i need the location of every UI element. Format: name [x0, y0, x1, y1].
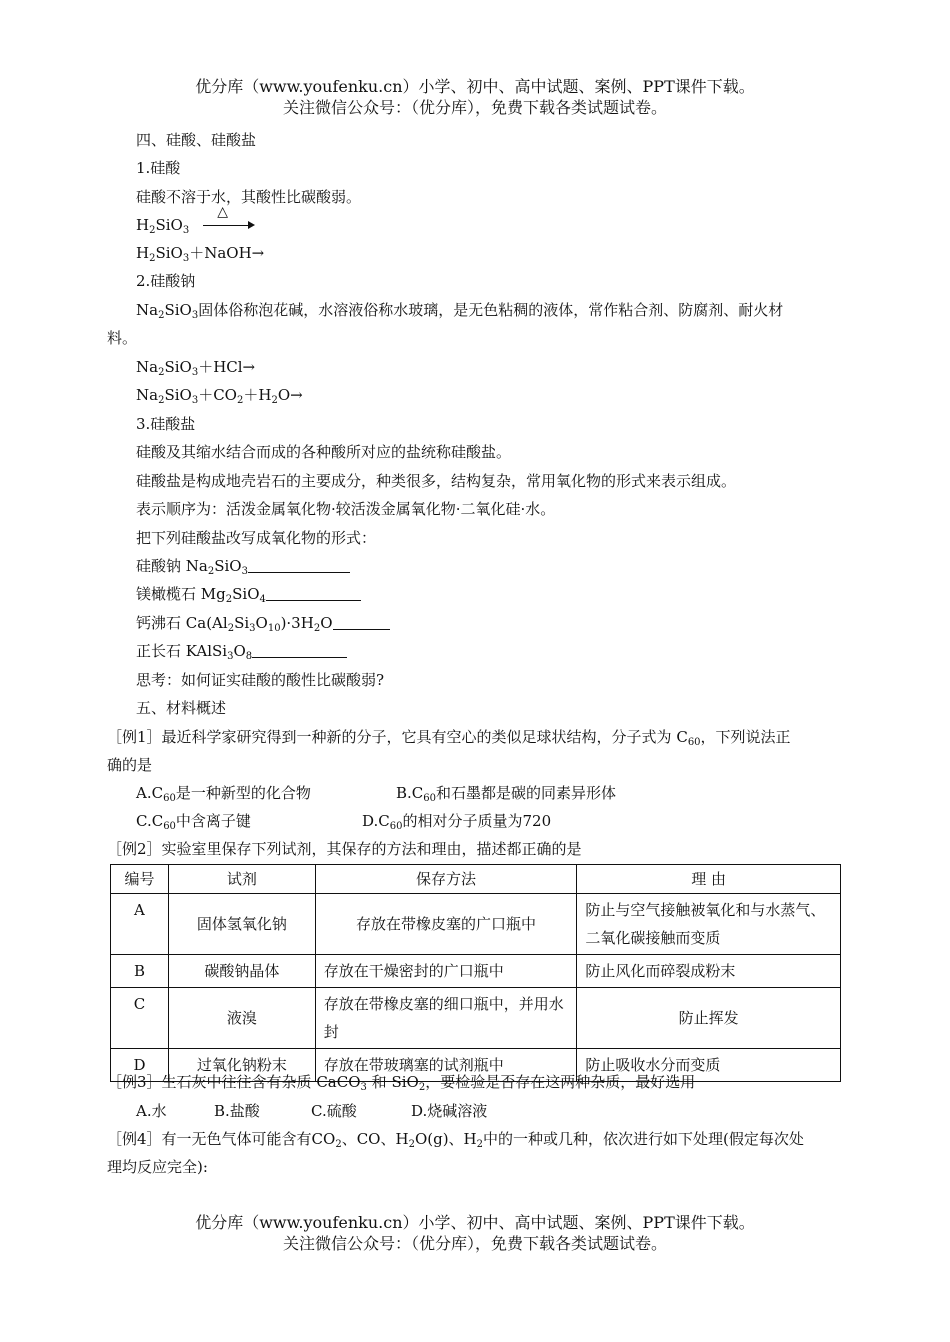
header-id: 编号: [111, 865, 169, 894]
equation-co2: $Na_2SiO_3+CO_2+H_2O\to$: [136, 386, 303, 406]
equation-heat: $H_2SiO_3$ △: [136, 215, 253, 236]
sodium-silicate-desc-cont: 料。: [107, 329, 138, 347]
row-method: 存放在干燥密封的广口瓶中: [315, 955, 577, 988]
table-header-row: [111, 865, 841, 894]
equation-naoh: $H_2SiO_3+NaOH\to$: [136, 244, 265, 264]
header-line-2: 关注微信公众号：（优分库），免费下载各类试题试卷。: [282, 98, 667, 117]
answer-blank[interactable]: [266, 586, 361, 601]
think-question: 思考：如何证实硅酸的酸性比碳酸弱?: [136, 671, 385, 689]
mineral-orthoclase: 正长石 $KAlSi_3O_8$: [136, 641, 347, 661]
table-row: [111, 894, 841, 955]
ex3-option-b[interactable]: B.盐酸: [214, 1102, 260, 1120]
row-reason: 防止吸收水分而变质: [577, 1049, 841, 1082]
footer-line-2: 关注微信公众号：（优分库），免费下载各类试题试卷。: [282, 1234, 667, 1253]
sodium-silicate-desc: $Na_2SiO_3$固体俗称泡花碱，水溶液俗称水玻璃，是无色粘稠的液体，常作粘合剂、防腐剂、耐火材: [136, 301, 784, 321]
row-id: D: [111, 1049, 169, 1082]
row-id: A: [111, 894, 169, 955]
row-reagent: 固体氢氧化钠: [168, 894, 315, 955]
answer-blank[interactable]: [252, 643, 347, 658]
subsection-sodium-silicate: 2.硅酸钠: [136, 272, 196, 290]
mineral-sodium-silicate: 硅酸钠 $Na_2SiO_3$: [136, 556, 350, 576]
oxide-order: 表示顺序为：活泼金属氧化物·较活泼金属氧化物·二氧化硅·水。: [136, 500, 556, 518]
heat-arrow-icon: △: [203, 216, 253, 236]
ex3-option-c[interactable]: C.硫酸: [311, 1102, 357, 1120]
row-reagent: 碳酸钠晶体: [168, 955, 315, 988]
section-4-title: 四、硅酸、硅酸盐: [136, 131, 257, 149]
row-reagent: 过氧化钠粉末: [168, 1049, 315, 1082]
answer-blank[interactable]: [333, 615, 390, 630]
example-1-question-cont: 确的是: [107, 756, 153, 774]
row-method: 存放在带橡皮塞的细口瓶中，并用水封: [315, 988, 577, 1049]
header-method: 保存方法: [315, 865, 577, 894]
equation-hcl: $Na_2SiO_3+HCl\to$: [136, 358, 256, 378]
silicate-composition: 硅酸盐是构成地壳岩石的主要成分，种类很多，结构复杂，常用氧化物的形式来表示组成。: [136, 472, 737, 490]
option-a[interactable]: $A.C_{60}$是一种新型的化合物: [136, 784, 311, 804]
example-4-question: ［例4］有一无色气体可能含有$CO_2$、CO、$H_2O(g)$、$H_2$中的一种或几种，依次进行如下处理(假定每次处: [107, 1130, 804, 1150]
row-reason: 防止挥发: [577, 988, 841, 1049]
header-reason: 理 由: [577, 865, 841, 894]
header-line-1: 优分库（www.youfenku.cn）小学、初中、高中试题、案例、PPT课件下载。: [195, 77, 755, 96]
row-id: C: [111, 988, 169, 1049]
subsection-silicic-acid: 1.硅酸: [136, 159, 181, 177]
ex3-option-d[interactable]: D.烧碱溶液: [411, 1102, 488, 1120]
option-b[interactable]: $B.C_{60}$和石墨都是碳的同素异形体: [396, 784, 617, 804]
row-reason: 防止风化而碎裂成粉末: [577, 955, 841, 988]
table-row: [111, 988, 841, 1049]
row-method: 存放在带玻璃塞的试剂瓶中: [315, 1049, 577, 1082]
ex3-option-a[interactable]: A.水: [136, 1102, 167, 1120]
rewrite-instruction: 把下列硅酸盐改写成氧化物的形式：: [136, 529, 377, 547]
example-2-question: ［例2］实验室里保存下列试剂，其保存的方法和理由，描述都正确的是: [107, 840, 582, 858]
row-reagent: 液溴: [168, 988, 315, 1049]
answer-blank[interactable]: [248, 558, 350, 573]
subsection-silicates: 3.硅酸盐: [136, 415, 196, 433]
mineral-forsterite: 镁橄榄石 $Mg_2SiO_4$: [136, 584, 361, 604]
row-id: B: [111, 955, 169, 988]
option-c[interactable]: $C.C_{60}$中含离子键: [136, 812, 251, 832]
mineral-zeolite: 钙沸石 $Ca(Al_2Si_3O_{10})\cdot 3H_2O$: [136, 613, 390, 633]
example-1-question: ［例1］最近科学家研究得到一种新的分子，它具有空心的类似足球状结构，分子式为 $C_{60}$，下列说法正: [107, 728, 791, 748]
example-3-question: ［例3］生石灰中往往含有杂质 CaCO$_3$ 和 SiO$_2$，要检验是否存在这两种杂质，最好选用: [107, 1073, 696, 1093]
storage-table: [110, 864, 841, 1082]
silicic-acid-property: 硅酸不溶于水，其酸性比碳酸弱。: [136, 188, 362, 206]
example-4-question-cont: 理均反应完全):: [107, 1158, 208, 1176]
header-reagent: 试剂: [168, 865, 315, 894]
table-row: [111, 955, 841, 988]
silicate-definition: 硅酸及其缩水结合而成的各种酸所对应的盐统称硅酸盐。: [136, 443, 512, 461]
option-d[interactable]: $D.C_{60}$的相对分子质量为720: [362, 812, 552, 832]
row-method: 存放在带橡皮塞的广口瓶中: [315, 894, 577, 955]
section-5-title: 五、材料概述: [136, 699, 227, 717]
footer-line-1: 优分库（www.youfenku.cn）小学、初中、高中试题、案例、PPT课件下载。: [195, 1213, 755, 1232]
row-reason: 防止与空气接触被氧化和与水蒸气、二氧化碳接触而变质: [577, 894, 841, 955]
